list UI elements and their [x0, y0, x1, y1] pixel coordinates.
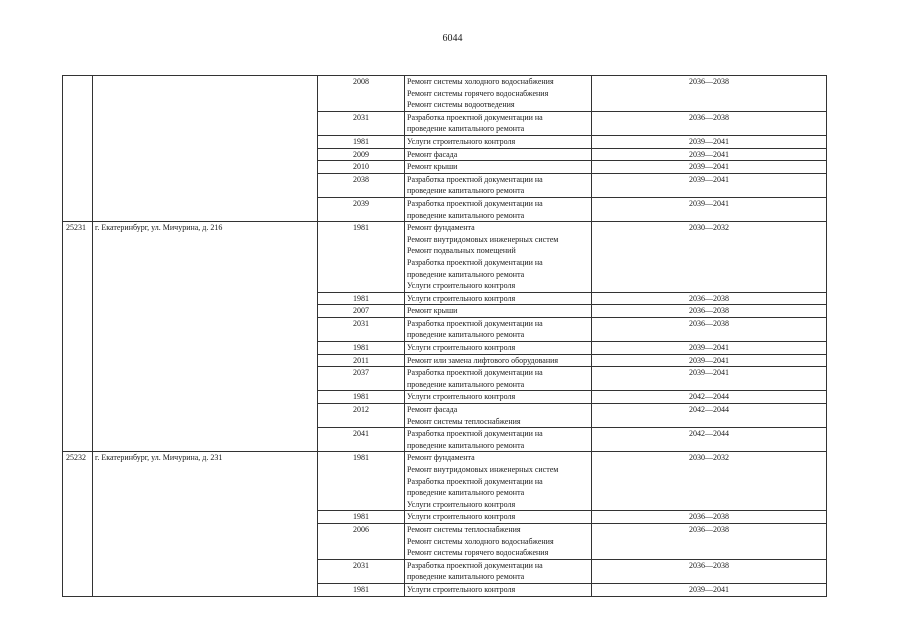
work-types-cell	[405, 428, 592, 452]
building-code-cell	[63, 428, 93, 452]
planned-period: 2042—2044	[689, 429, 729, 439]
table-row	[63, 354, 827, 367]
year-cell: 2009	[318, 148, 405, 161]
work-type-line: Разработка проектной документации на	[407, 112, 543, 122]
year-cell: 2031	[318, 111, 405, 135]
planned-period: 2039—2041	[689, 355, 729, 365]
work-type-line: проведение капитального ремонта	[407, 210, 525, 220]
year-cell: 1981	[318, 342, 405, 355]
work-type-line: Ремонт или замена лифтового оборудования	[407, 355, 559, 365]
address-cell	[93, 511, 318, 524]
planned-period: 2036—2038	[689, 560, 729, 570]
address-cell	[93, 317, 318, 341]
building-code-cell	[63, 148, 93, 161]
planned-period: 2042—2044	[689, 405, 729, 415]
building-code-cell	[63, 511, 93, 524]
planned-period-cell	[592, 76, 827, 112]
year-cell: 2041	[318, 428, 405, 452]
building-code-cell	[63, 354, 93, 367]
planned-period-cell	[592, 342, 827, 355]
work-types-cell	[405, 583, 592, 596]
work-type-line: Разработка проектной документации на	[407, 198, 543, 208]
work-type-line: проведение капитального ремонта	[407, 440, 525, 450]
address-cell	[93, 292, 318, 305]
planned-period-cell	[592, 317, 827, 341]
year-cell: 2007	[318, 305, 405, 318]
work-type-line: Услуги строительного контроля	[407, 392, 516, 402]
year-cell: 2012	[318, 404, 405, 428]
planned-period-cell	[592, 511, 827, 524]
work-types-cell	[405, 173, 592, 197]
building-code-cell	[63, 391, 93, 404]
work-type-line: проведение капитального ремонта	[407, 379, 525, 389]
work-type-line: Ремонт системы горячего водоснабжения	[407, 88, 549, 98]
table-row	[63, 511, 827, 524]
address-cell	[93, 342, 318, 355]
table-row	[63, 428, 827, 452]
work-types-cell	[405, 367, 592, 391]
work-types-cell	[405, 197, 592, 221]
address-cell	[93, 404, 318, 428]
address-cell	[93, 148, 318, 161]
table-row	[63, 305, 827, 318]
year-cell: 2039	[318, 197, 405, 221]
work-types-cell	[405, 511, 592, 524]
planned-period-cell	[592, 354, 827, 367]
table-body	[63, 76, 827, 597]
planned-period: 2039—2041	[689, 174, 729, 184]
building-code-cell	[63, 111, 93, 135]
building-code-cell	[63, 292, 93, 305]
table-row	[63, 391, 827, 404]
table-row	[63, 452, 827, 511]
planned-period: 2036—2038	[689, 512, 729, 522]
planned-period-cell	[592, 197, 827, 221]
work-types-cell	[405, 222, 592, 293]
address-cell	[93, 559, 318, 583]
work-type-line: Ремонт фасада	[407, 149, 458, 159]
building-code-cell	[63, 305, 93, 318]
table-row	[63, 367, 827, 391]
work-type-line: Разработка проектной документации на	[407, 368, 543, 378]
building-code-cell	[63, 135, 93, 148]
building-code-cell: 25231	[63, 222, 93, 293]
work-types-cell	[405, 452, 592, 511]
planned-period-cell	[592, 523, 827, 559]
work-type-line: Услуги строительного контроля	[407, 584, 516, 594]
year-cell: 2008	[318, 76, 405, 112]
repair-schedule-table	[62, 75, 827, 597]
work-type-line: Ремонт системы водоотведения	[407, 100, 515, 110]
work-type-line: Услуги строительного контроля	[407, 343, 516, 353]
planned-period: 2036—2038	[689, 318, 729, 328]
work-type-line: проведение капитального ремонта	[407, 488, 525, 498]
table-row	[63, 583, 827, 596]
page-number: 6044	[442, 33, 463, 44]
table-row	[63, 76, 827, 112]
planned-period: 2039—2041	[689, 343, 729, 353]
planned-period-cell	[592, 452, 827, 511]
address-cell	[93, 367, 318, 391]
year-cell: 1981	[318, 452, 405, 511]
planned-period: 2030—2032	[689, 223, 729, 233]
address-cell	[93, 391, 318, 404]
work-types-cell	[405, 404, 592, 428]
building-code-cell	[63, 559, 93, 583]
work-type-line: Разработка проектной документации на	[407, 429, 543, 439]
building-code-cell	[63, 76, 93, 112]
work-type-line: Разработка проектной документации на	[407, 560, 543, 570]
planned-period: 2036—2038	[689, 306, 729, 316]
table-row	[63, 404, 827, 428]
work-types-cell	[405, 76, 592, 112]
table-row	[63, 559, 827, 583]
table-row	[63, 292, 827, 305]
work-types-cell	[405, 305, 592, 318]
work-types-cell	[405, 342, 592, 355]
building-code-cell	[63, 173, 93, 197]
address-cell	[93, 583, 318, 596]
table-row	[63, 523, 827, 559]
address-cell	[93, 135, 318, 148]
planned-period: 2039—2041	[689, 162, 729, 172]
year-cell: 1981	[318, 391, 405, 404]
address-cell	[93, 428, 318, 452]
address-cell: г. Екатеринбург, ул. Мичурина, д. 216	[93, 222, 318, 293]
building-code-cell	[63, 317, 93, 341]
work-type-line: Ремонт системы холодного водоснабжения	[407, 77, 554, 86]
planned-period-cell	[592, 222, 827, 293]
address-cell	[93, 305, 318, 318]
work-type-line: Ремонт крыши	[407, 306, 458, 316]
year-cell: 2031	[318, 317, 405, 341]
work-type-line: Услуги строительного контроля	[407, 293, 516, 303]
building-code-cell	[63, 367, 93, 391]
work-types-cell	[405, 317, 592, 341]
year-cell: 2038	[318, 173, 405, 197]
planned-period: 2039—2041	[689, 149, 729, 159]
planned-period-cell	[592, 161, 827, 174]
table-row	[63, 111, 827, 135]
planned-period: 2039—2041	[689, 136, 729, 146]
address-cell	[93, 173, 318, 197]
building-code-cell	[63, 161, 93, 174]
work-types-cell	[405, 559, 592, 583]
building-code-cell	[63, 197, 93, 221]
planned-period-cell	[592, 391, 827, 404]
planned-period: 2036—2038	[689, 524, 729, 534]
address-cell	[93, 354, 318, 367]
work-type-line: Разработка проектной документации на	[407, 476, 543, 486]
work-type-line: проведение капитального ремонта	[407, 269, 525, 279]
planned-period: 2039—2041	[689, 368, 729, 378]
planned-period-cell	[592, 583, 827, 596]
planned-period-cell	[592, 292, 827, 305]
building-code-cell	[63, 342, 93, 355]
planned-period: 2042—2044	[689, 392, 729, 402]
planned-period-cell	[592, 428, 827, 452]
table-row	[63, 222, 827, 293]
table-row	[63, 173, 827, 197]
table-row	[63, 135, 827, 148]
work-type-line: Услуги строительного контроля	[407, 512, 516, 522]
work-type-line: Ремонт внутридомовых инженерных систем	[407, 234, 559, 244]
work-types-cell	[405, 292, 592, 305]
work-type-line: проведение капитального ремонта	[407, 186, 525, 196]
work-type-line: проведение капитального ремонта	[407, 124, 525, 134]
work-type-line: Ремонт внутридомовых инженерных систем	[407, 465, 559, 474]
planned-period: 2036—2038	[689, 112, 729, 122]
address-cell	[93, 111, 318, 135]
work-type-line: Ремонт системы теплоснабжения	[407, 416, 521, 426]
work-type-line: Разработка проектной документации на	[407, 257, 543, 267]
table-row	[63, 342, 827, 355]
work-type-line: Ремонт системы горячего водоснабжения	[407, 548, 549, 558]
work-type-line: проведение капитального ремонта	[407, 572, 525, 582]
year-cell: 2031	[318, 559, 405, 583]
planned-period-cell	[592, 148, 827, 161]
work-type-line: Ремонт фундамента	[407, 453, 475, 463]
work-types-cell	[405, 148, 592, 161]
year-cell: 2010	[318, 161, 405, 174]
planned-period-cell	[592, 135, 827, 148]
building-code-cell	[63, 404, 93, 428]
work-type-line: Ремонт фундамента	[407, 223, 475, 233]
work-type-line: Услуги строительного контроля	[407, 499, 516, 509]
work-type-line: Услуги строительного контроля	[407, 136, 516, 146]
planned-period: 2039—2041	[689, 198, 729, 208]
table-row	[63, 197, 827, 221]
work-type-line: Услуги строительного контроля	[407, 281, 516, 291]
work-type-line: Разработка проектной документации на	[407, 174, 543, 184]
work-types-cell	[405, 135, 592, 148]
table-row	[63, 317, 827, 341]
address-cell	[93, 523, 318, 559]
planned-period: 2030—2032	[689, 453, 729, 463]
planned-period-cell	[592, 111, 827, 135]
table-row	[63, 148, 827, 161]
planned-period-cell	[592, 173, 827, 197]
work-types-cell	[405, 523, 592, 559]
work-types-cell	[405, 161, 592, 174]
planned-period-cell	[592, 404, 827, 428]
work-type-line: проведение капитального ремонта	[407, 330, 525, 340]
year-cell: 1981	[318, 292, 405, 305]
planned-period-cell	[592, 367, 827, 391]
year-cell: 1981	[318, 583, 405, 596]
address-cell	[93, 161, 318, 174]
work-type-line: Ремонт системы холодного водоснабжения	[407, 536, 554, 546]
work-type-line: Ремонт системы теплоснабжения	[407, 524, 521, 534]
planned-period-cell	[592, 305, 827, 318]
work-types-cell	[405, 391, 592, 404]
building-code-cell	[63, 523, 93, 559]
year-cell: 2037	[318, 367, 405, 391]
address-cell: г. Екатеринбург, ул. Мичурина, д. 231	[93, 452, 318, 511]
building-code-cell: 25232	[63, 452, 93, 511]
year-cell: 1981	[318, 222, 405, 293]
year-cell: 1981	[318, 135, 405, 148]
year-cell: 2006	[318, 523, 405, 559]
table-row	[63, 161, 827, 174]
year-cell: 1981	[318, 511, 405, 524]
planned-period: 2039—2041	[689, 584, 729, 594]
address-cell	[93, 76, 318, 112]
planned-period-cell	[592, 559, 827, 583]
work-type-line: Разработка проектной документации на	[407, 318, 543, 328]
year-cell: 2011	[318, 354, 405, 367]
address-cell	[93, 197, 318, 221]
work-types-cell	[405, 354, 592, 367]
work-type-line: Ремонт фасада	[407, 405, 458, 415]
planned-period: 2036—2038	[689, 77, 729, 86]
planned-period: 2036—2038	[689, 293, 729, 303]
work-type-line: Ремонт крыши	[407, 162, 458, 172]
work-types-cell	[405, 111, 592, 135]
work-type-line: Ремонт подвальных помещений	[407, 246, 516, 256]
building-code-cell	[63, 583, 93, 596]
